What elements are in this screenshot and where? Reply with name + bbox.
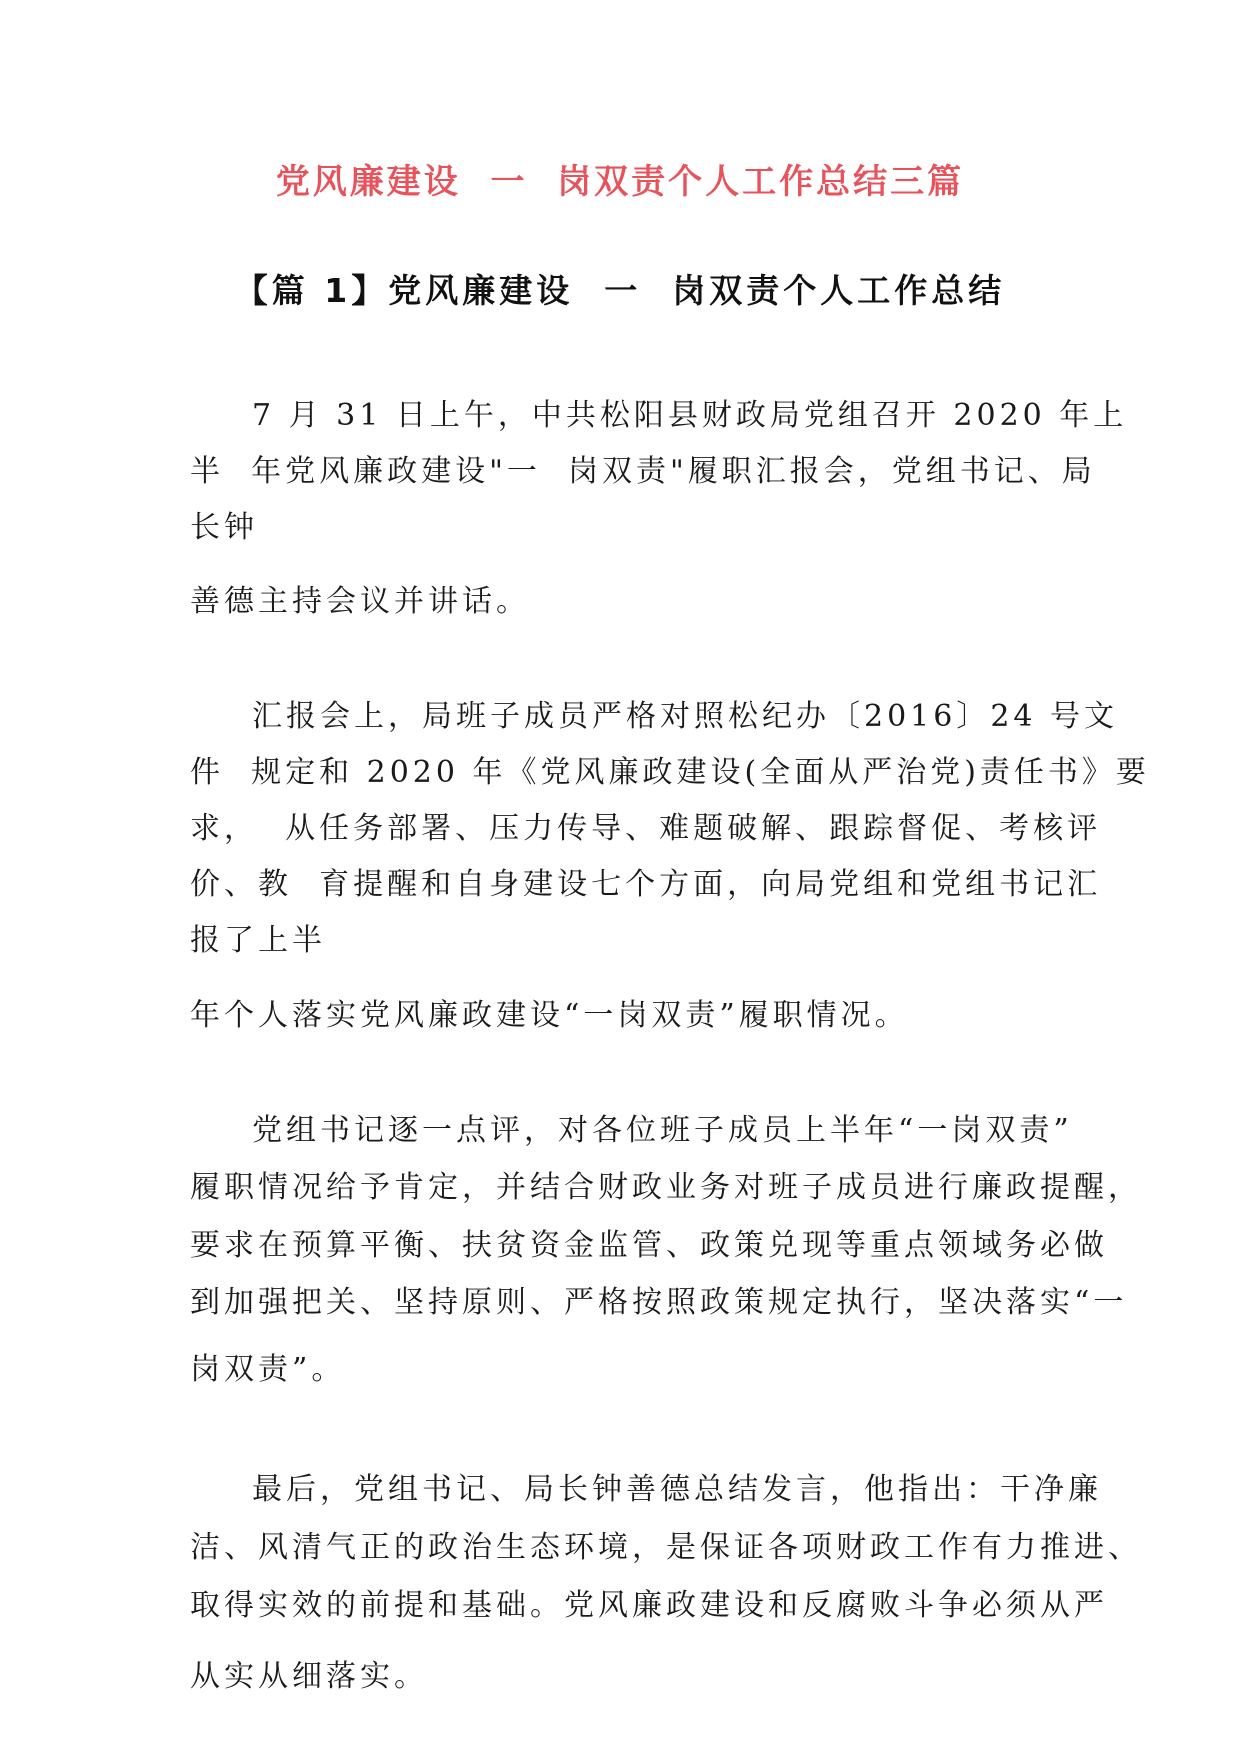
- paragraph-2-line-1: 汇报会上，局班子成员严格对照松纪办〔2016〕24 号文: [252, 699, 1119, 734]
- section-title: 【篇 1】党风廉建设 一 岗双责个人工作总结: [234, 271, 1006, 310]
- paragraph-1-line-2: 半 年党风廉政建设"一 岗双责"履职汇报会，党组书记、局: [190, 454, 1096, 489]
- paragraph-3-line-2: 履职情况给予肯定，并结合财政业务对班子成员进行廉政提醒，: [190, 1170, 1142, 1205]
- paragraph-2-line-4: 价、教 育提醒和自身建设七个方面，向局党组和党组书记汇: [190, 867, 1102, 902]
- paragraph-4-line-3: 取得实效的前提和基础。党风廉政建设和反腐败斗争必须从严: [190, 1588, 1108, 1623]
- paragraph-1-line-1: 7 月 31 日上午，中共松阳县财政局党组召开 2020 年上: [252, 398, 1128, 433]
- paragraph-2-line-5: 报了上半: [190, 923, 326, 958]
- paragraph-2-line-6: 年个人落实党风廉政建设“一岗双责”履职情况。: [190, 998, 909, 1033]
- paragraph-4-line-2: 洁、风清气正的政治生态环境，是保证各项财政工作有力推进、: [190, 1530, 1142, 1565]
- paragraph-3-line-4: 到加强把关、坚持原则、严格按照政策规定执行，坚决落实“一: [190, 1285, 1128, 1320]
- paragraph-2-line-3: 求， 从任务部署、压力传导、难题破解、跟踪督促、考核评: [190, 811, 1102, 846]
- paragraph-1-line-3: 长钟: [190, 510, 258, 545]
- paragraph-4-line-4: 从实从细落实。: [190, 1659, 428, 1694]
- paragraph-3-line-3: 要求在预算平衡、扶贫资金监管、政策兑现等重点领域务必做: [190, 1228, 1108, 1263]
- paragraph-4-line-1: 最后，党组书记、局长钟善德总结发言，他指出：干净廉: [252, 1472, 1102, 1507]
- document-title: 党风廉建设 一 岗双责个人工作总结三篇: [275, 162, 965, 202]
- paragraph-2-line-2: 件 规定和 2020 年《党风廉政建设(全面从严治党)责任书》要: [190, 755, 1150, 790]
- paragraph-1-line-4: 善德主持会议并讲话。: [190, 584, 530, 619]
- paragraph-3-line-5: 岗双责”。: [190, 1352, 346, 1387]
- paragraph-3-line-1: 党组书记逐一点评，对各位班子成员上半年“一岗双责”: [252, 1113, 1073, 1148]
